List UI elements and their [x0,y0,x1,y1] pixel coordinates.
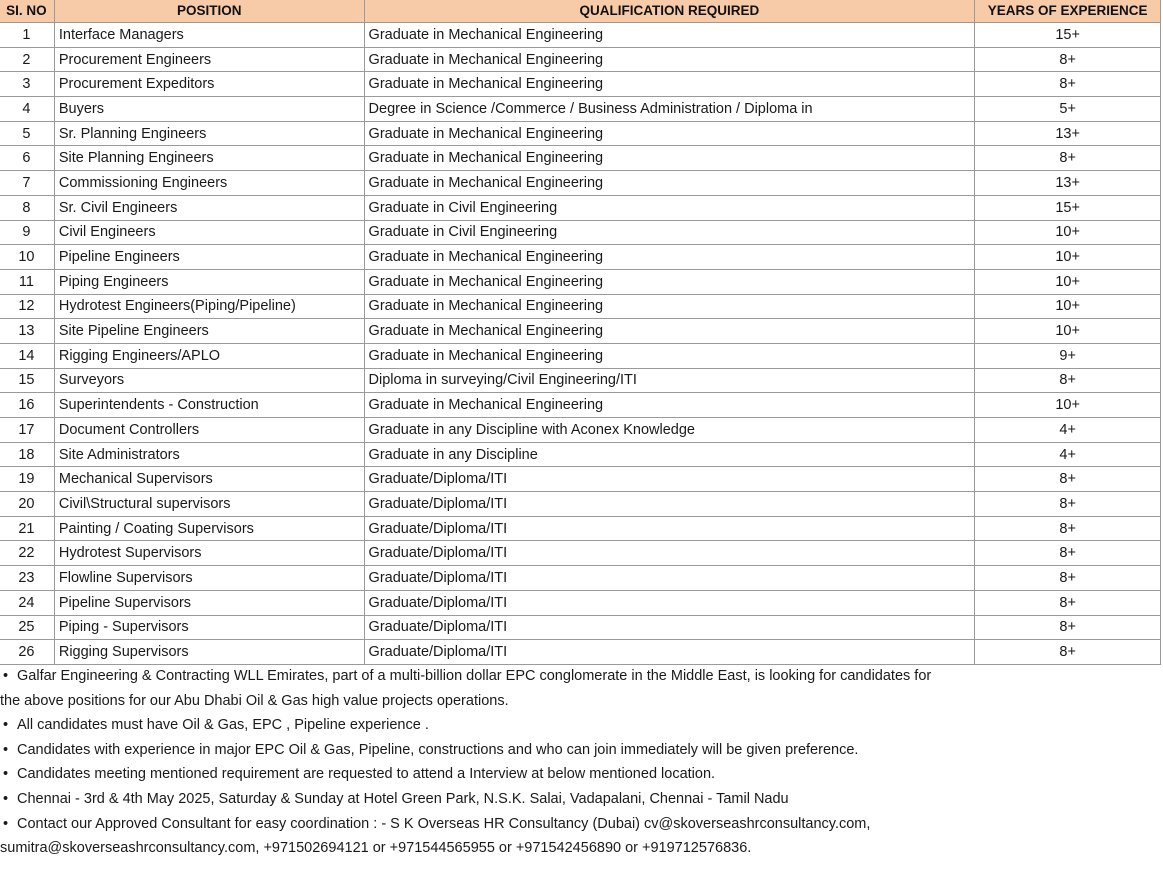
table-row [0,343,1161,368]
cell-qualification: Graduate in Mechanical Engineering [364,23,975,48]
cell-si-no: 25 [0,615,54,640]
cell-qualification: Graduate in Mechanical Engineering [364,146,975,171]
cell-si-no: 2 [0,47,54,72]
cell-position: Rigging Supervisors [54,640,364,665]
cell-position: Site Pipeline Engineers [54,319,364,344]
cell-experience: 5+ [975,97,1161,122]
cell-experience: 8+ [975,590,1161,615]
table-row [0,97,1161,122]
cell-experience: 8+ [975,368,1161,393]
cell-experience: 10+ [975,393,1161,418]
cell-si-no: 5 [0,121,54,146]
cell-experience: 8+ [975,146,1161,171]
cell-experience: 8+ [975,541,1161,566]
cell-position: Rigging Engineers/APLO [54,343,364,368]
table-row [0,220,1161,245]
cell-si-no: 8 [0,195,54,220]
table-row [0,541,1161,566]
table-row [0,269,1161,294]
note-contact-cont [0,836,1163,861]
header-position: POSITION [54,0,364,23]
cell-si-no: 9 [0,220,54,245]
cell-experience: 8+ [975,640,1161,665]
note-interview-text: Candidates meeting mentioned requirement are requested to attend a Interview at below mentioned location. [17,766,716,783]
cell-qualification: Graduate/Diploma/ITI [364,541,975,566]
table-row [0,566,1161,591]
table-row [0,195,1161,220]
table-row [0,640,1161,665]
header-si-no: SI. NO [0,0,54,23]
note-intro [0,664,1163,689]
cell-experience: 8+ [975,615,1161,640]
cell-position: Surveyors [54,368,364,393]
cell-si-no: 22 [0,541,54,566]
cell-qualification: Graduate in any Discipline with Aconex Knowledge [364,418,975,443]
cell-experience: 10+ [975,269,1161,294]
table-row [0,492,1161,517]
cell-experience: 8+ [975,566,1161,591]
cell-experience: 10+ [975,294,1161,319]
note-intro-line2: the above positions for our Abu Dhabi Oil & Gas high value projects operations. [0,692,509,709]
cell-qualification: Graduate/Diploma/ITI [364,516,975,541]
note-intro-cont [0,689,1163,714]
cell-position: Hydrotest Supervisors [54,541,364,566]
cell-experience: 8+ [975,467,1161,492]
table-row [0,171,1161,196]
header-qualification: QUALIFICATION REQUIRED [364,0,975,23]
note-contact [0,812,1163,837]
table-row [0,368,1161,393]
table-row [0,418,1161,443]
cell-si-no: 16 [0,393,54,418]
cell-position: Flowline Supervisors [54,566,364,591]
table-row [0,146,1161,171]
cell-si-no: 21 [0,516,54,541]
cell-position: Piping - Supervisors [54,615,364,640]
cell-si-no: 20 [0,492,54,517]
cell-si-no: 10 [0,245,54,270]
table-row [0,47,1161,72]
cell-si-no: 1 [0,23,54,48]
cell-si-no: 15 [0,368,54,393]
table-row [0,467,1161,492]
cell-experience: 13+ [975,171,1161,196]
cell-qualification: Graduate in Mechanical Engineering [364,245,975,270]
cell-experience: 10+ [975,319,1161,344]
cell-position: Sr. Civil Engineers [54,195,364,220]
cell-position: Site Planning Engineers [54,146,364,171]
cell-qualification: Diploma in surveying/Civil Engineering/ITI [364,368,975,393]
cell-position: Civil Engineers [54,220,364,245]
cell-position: Sr. Planning Engineers [54,121,364,146]
table-row [0,442,1161,467]
note-experience [0,713,1163,738]
note-contact-line1: Contact our Approved Consultant for easy coordination : - S K Overseas HR Consultancy (Dubai) cv@skoverseashrconsultancy.com, [17,815,871,832]
cell-experience: 15+ [975,195,1161,220]
cell-qualification: Graduate/Diploma/ITI [364,467,975,492]
note-preference [0,738,1163,763]
cell-si-no: 3 [0,72,54,97]
cell-si-no: 18 [0,442,54,467]
header-row [0,0,1161,23]
note-location-text: Chennai - 3rd & 4th May 2025, Saturday & Sunday at Hotel Green Park, N.S.K. Salai, Vadapalani, Chennai - Tamil Nadu [17,790,789,807]
cell-position: Document Controllers [54,418,364,443]
cell-si-no: 6 [0,146,54,171]
cell-position: Procurement Expeditors [54,72,364,97]
cell-qualification: Graduate in Mechanical Engineering [364,121,975,146]
cell-experience: 15+ [975,23,1161,48]
cell-si-no: 12 [0,294,54,319]
cell-si-no: 11 [0,269,54,294]
cell-experience: 8+ [975,516,1161,541]
table-row [0,516,1161,541]
cell-position: Superintendents - Construction [54,393,364,418]
table-row [0,615,1161,640]
cell-qualification: Graduate in Mechanical Engineering [364,72,975,97]
table-row [0,294,1161,319]
note-preference-text: Candidates with experience in major EPC Oil & Gas, Pipeline, constructions and who can join immediately will be given preference. [17,741,859,758]
cell-experience: 13+ [975,121,1161,146]
cell-position: Pipeline Supervisors [54,590,364,615]
table-row [0,23,1161,48]
cell-qualification: Graduate in Mechanical Engineering [364,171,975,196]
bullet-icon: • [3,815,9,832]
cell-position: Procurement Engineers [54,47,364,72]
cell-position: Interface Managers [54,23,364,48]
table-row [0,319,1161,344]
cell-qualification: Graduate in Civil Engineering [364,220,975,245]
cell-experience: 9+ [975,343,1161,368]
cell-qualification: Graduate in Mechanical Engineering [364,269,975,294]
cell-qualification: Graduate/Diploma/ITI [364,566,975,591]
cell-si-no: 17 [0,418,54,443]
cell-qualification: Degree in Science /Commerce / Business Administration / Diploma in [364,97,975,122]
cell-position: Site Administrators [54,442,364,467]
note-contact-line2: sumitra@skoverseashrconsultancy.com, +971502694121 or +971544565955 or +971542456890 or +919712576836. [0,840,752,857]
cell-experience: 8+ [975,72,1161,97]
cell-qualification: Graduate in Mechanical Engineering [364,393,975,418]
cell-position: Buyers [54,97,364,122]
cell-experience: 4+ [975,418,1161,443]
cell-position: Pipeline Engineers [54,245,364,270]
cell-qualification: Graduate in Mechanical Engineering [364,294,975,319]
cell-position: Commissioning Engineers [54,171,364,196]
note-experience-text: All candidates must have Oil & Gas, EPC , Pipeline experience . [17,717,429,734]
cell-si-no: 19 [0,467,54,492]
cell-position: Painting / Coating Supervisors [54,516,364,541]
note-interview [0,762,1163,787]
bullet-icon: • [3,766,9,783]
cell-position: Piping Engineers [54,269,364,294]
bullet-icon: • [3,790,9,807]
cell-si-no: 7 [0,171,54,196]
table-row [0,121,1161,146]
cell-qualification: Graduate/Diploma/ITI [364,492,975,517]
cell-experience: 10+ [975,220,1161,245]
cell-si-no: 14 [0,343,54,368]
cell-qualification: Graduate/Diploma/ITI [364,590,975,615]
cell-position: Hydrotest Engineers(Piping/Pipeline) [54,294,364,319]
cell-qualification: Graduate/Diploma/ITI [364,615,975,640]
cell-experience: 8+ [975,492,1161,517]
cell-experience: 4+ [975,442,1161,467]
cell-qualification: Graduate in Mechanical Engineering [364,319,975,344]
table-row [0,245,1161,270]
cell-qualification: Graduate/Diploma/ITI [364,640,975,665]
bullet-icon: • [3,741,9,758]
cell-qualification: Graduate in Mechanical Engineering [364,343,975,368]
cell-position: Civil\Structural supervisors [54,492,364,517]
cell-qualification: Graduate in Mechanical Engineering [364,47,975,72]
cell-qualification: Graduate in Civil Engineering [364,195,975,220]
bullet-icon: • [3,668,9,684]
notes-section [0,664,1163,861]
cell-si-no: 13 [0,319,54,344]
table-row [0,590,1161,615]
note-location [0,787,1163,812]
cell-position: Mechanical Supervisors [54,467,364,492]
cell-experience: 8+ [975,47,1161,72]
bullet-icon: • [3,717,9,734]
cell-si-no: 4 [0,97,54,122]
table-row [0,72,1161,97]
header-experience: YEARS OF EXPERIENCE [975,0,1161,23]
cell-experience: 10+ [975,245,1161,270]
cell-si-no: 24 [0,590,54,615]
cell-si-no: 23 [0,566,54,591]
cell-qualification: Graduate in any Discipline [364,442,975,467]
cell-si-no: 26 [0,640,54,665]
table-row [0,393,1161,418]
note-intro-line1: Galfar Engineering & Contracting WLL Emirates, part of a multi-billion dollar EPC conglomerate in the Middle East, is looking for candidates for [17,668,932,684]
